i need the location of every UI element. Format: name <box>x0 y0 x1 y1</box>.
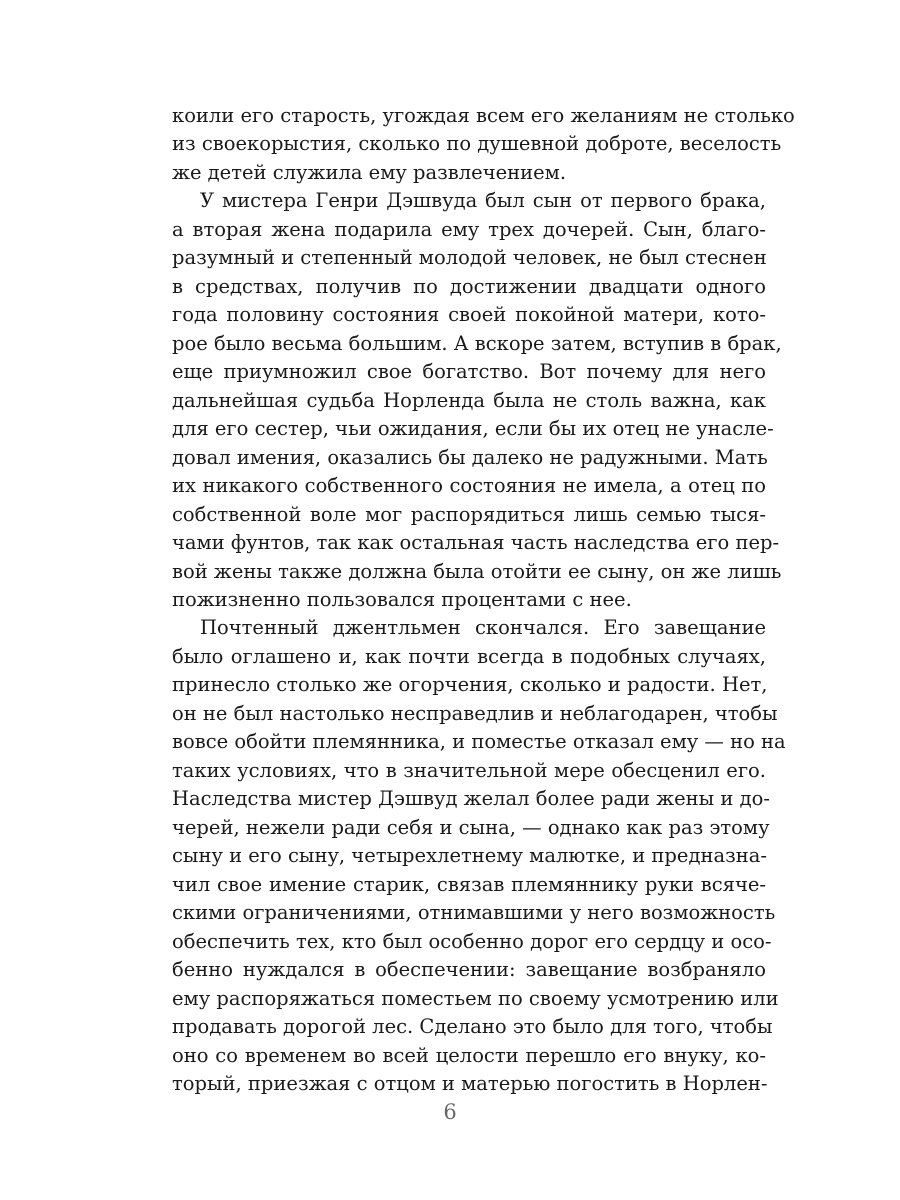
text-line: сыну и его сыну, четырехлетнему малютке, и предназна- <box>172 844 767 867</box>
text-line: дальнейшая судьба Норленда была не столь важна, как <box>172 389 766 412</box>
text-line: же детей служила ему развлечением. <box>172 161 567 184</box>
text-line: из своекорыстия, сколько по душевной доброте, веселость <box>172 132 782 155</box>
text-line: черей, нежели ради себя и сына, — однако как раз этому <box>172 816 770 839</box>
text-line: пожизненно пользовался процентами с нее. <box>172 588 632 611</box>
text-line: продавать дорогой лес. Сделано это было для того, чтобы <box>172 1015 773 1038</box>
text-line: коили его старость, угождая всем его желаниям не столько <box>172 104 795 127</box>
page-number: 6 <box>443 1100 457 1124</box>
text-line: года половину состояния своей покойной матери, кото- <box>172 303 766 326</box>
text-line: таких условиях, что в значительной мере обесценил его. <box>172 759 766 782</box>
text-line: вовсе обойти племянника, и поместье отказал ему — но на <box>172 730 786 753</box>
text-line: Наследства мистер Дэшвуд желал более ради жены и до- <box>172 787 770 810</box>
text-line: довал имения, оказались бы далеко не радужными. Мать <box>172 446 768 469</box>
text-line: скими ограничениями, отнимавшими у него возможность <box>172 901 776 924</box>
text-line: в средствах, получив по достижении двадцати одного <box>172 275 766 298</box>
text-line: ему распоряжаться поместьем по своему усмотрению или <box>172 987 779 1010</box>
text-line: обеспечить тех, кто был особенно дорог его сердцу и осо- <box>172 930 772 953</box>
text-line: оно со временем во всей целости перешло его внуку, ко- <box>172 1044 766 1067</box>
text-line: было оглашено и, как почти всегда в подобных случаях, <box>172 645 766 668</box>
text-line: он не был настолько несправедлив и неблагодарен, чтобы <box>172 702 778 725</box>
text-line: рое было весьма большим. А вскоре затем, вступив в брак, <box>172 332 782 355</box>
text-line: для его сестер, чьи ожидания, если бы их отец не унасле- <box>172 417 774 440</box>
text-line: еще приумножил свое богатство. Вот почему для него <box>172 360 766 383</box>
text-line: торый, приезжая с отцом и матерью погостить в Норлен- <box>172 1072 768 1095</box>
text-line: вой жены также должна была отойти ее сыну, он же лишь <box>172 560 782 583</box>
text-line: чил свое имение старик, связав племяннику руки всяче- <box>172 873 766 896</box>
paragraph-first-line: У мистера Генри Дэшвуда был сын от первого брака, <box>200 189 766 212</box>
text-line: принесло столько же огорчения, сколько и радости. Нет, <box>172 673 768 696</box>
text-line: их никакого собственного состояния не имела, а отец по <box>172 474 766 497</box>
text-line: чами фунтов, так как остальная часть наследства его пер- <box>172 531 780 554</box>
text-line: разумный и степенный молодой человек, не был стеснен <box>172 246 767 269</box>
text-line: а вторая жена подарила ему трех дочерей. Сын, благо- <box>172 218 766 241</box>
text-line: собственной воле мог распорядиться лишь семью тыся- <box>172 503 766 526</box>
text-line: бенно нуждался в обеспечении: завещание возбраняло <box>172 958 766 981</box>
paragraph-first-line: Почтенный джентльмен скончался. Его завещание <box>200 616 766 639</box>
